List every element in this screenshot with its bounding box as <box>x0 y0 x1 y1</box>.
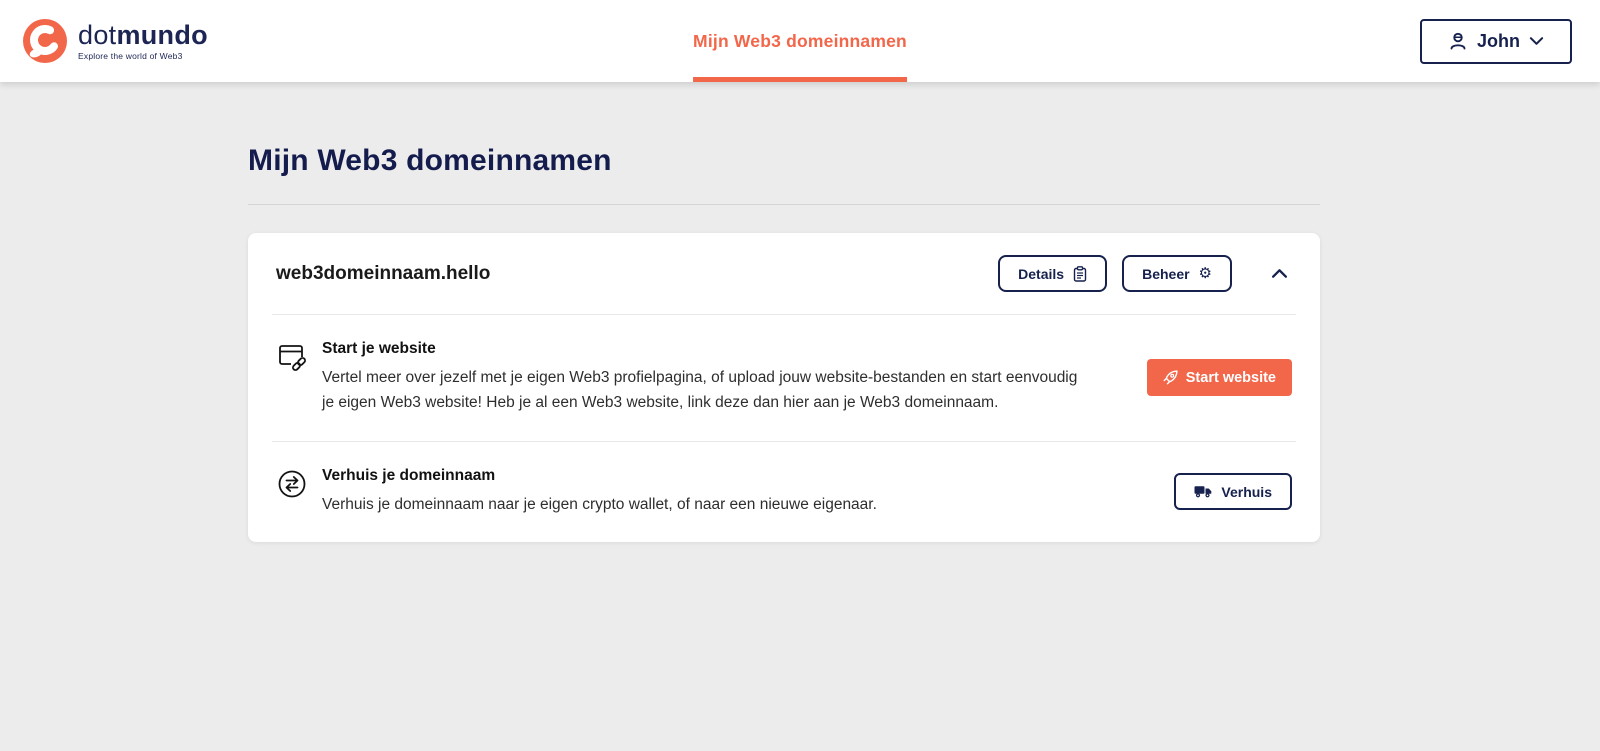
chevron-down-icon <box>1529 36 1544 46</box>
nav-item-mijn-web3-domeinnamen[interactable] <box>693 0 907 82</box>
main-content <box>0 144 1600 542</box>
verhuis-button-label: Verhuis <box>1221 483 1272 500</box>
start-website-button-label: Start website <box>1185 369 1276 386</box>
feature-description: Verhuis je domeinnaam naar je eigen crypto wallet, of naar een nieuwe eigenaar. <box>322 495 877 513</box>
nav-item-label: Mijn Web3 domeinnamen <box>693 30 907 51</box>
feature-row-verhuis <box>248 442 1320 543</box>
verhuis-button[interactable] <box>1174 473 1292 510</box>
clipboard-icon <box>1073 266 1087 282</box>
beheer-button[interactable] <box>1122 255 1232 292</box>
domain-name: web3domeinnaam.hello <box>276 262 491 284</box>
start-website-button[interactable] <box>1147 359 1292 396</box>
rocket-icon <box>1163 370 1178 385</box>
feature-title: Verhuis je domeinnaam <box>322 466 496 484</box>
feature-content-start-website <box>322 340 1133 416</box>
truck-icon <box>1194 485 1212 499</box>
nav-active-indicator <box>693 77 907 82</box>
user-menu-button[interactable] <box>1420 19 1572 64</box>
feature-content-verhuis <box>322 467 1160 518</box>
title-divider <box>248 204 1320 205</box>
domain-card-actions <box>998 255 1292 292</box>
brand-text <box>78 19 208 61</box>
brand-mundo: mundo <box>116 19 208 50</box>
dotmundo-logo-icon <box>22 18 68 64</box>
domain-card-header <box>248 233 1320 314</box>
app-header <box>0 0 1600 82</box>
feature-title: Start je website <box>322 340 436 357</box>
collapse-toggle[interactable] <box>1267 264 1292 283</box>
user-name: John <box>1477 30 1520 51</box>
website-link-icon <box>276 341 308 373</box>
gear-icon: ⚙ <box>1198 264 1212 282</box>
logo[interactable] <box>22 18 208 64</box>
feature-description: Vertel meer over jezelf met je eigen Web3 profielpagina, of upload jouw website-bestanden en start eenvoudig je eigen Web3 website! Heb je al een Web3 website, link deze dan hier aan je Web3 domeinnaam. <box>322 369 1078 411</box>
feature-row-start-website <box>248 315 1320 441</box>
page-title: Mijn Web3 domeinnamen <box>248 144 612 177</box>
details-button-label: Details <box>1018 265 1065 282</box>
feature-action <box>1147 359 1292 396</box>
domain-card <box>248 233 1320 542</box>
details-button[interactable] <box>998 255 1107 292</box>
user-icon <box>1448 31 1468 51</box>
main-nav <box>693 0 907 82</box>
feature-action <box>1174 473 1292 510</box>
brand-tagline: Explore the world of Web3 <box>78 50 183 61</box>
brand-dot: dot <box>78 19 117 50</box>
chevron-up-icon <box>1271 268 1288 279</box>
beheer-button-label: Beheer <box>1142 265 1190 282</box>
transfer-icon <box>276 468 308 500</box>
